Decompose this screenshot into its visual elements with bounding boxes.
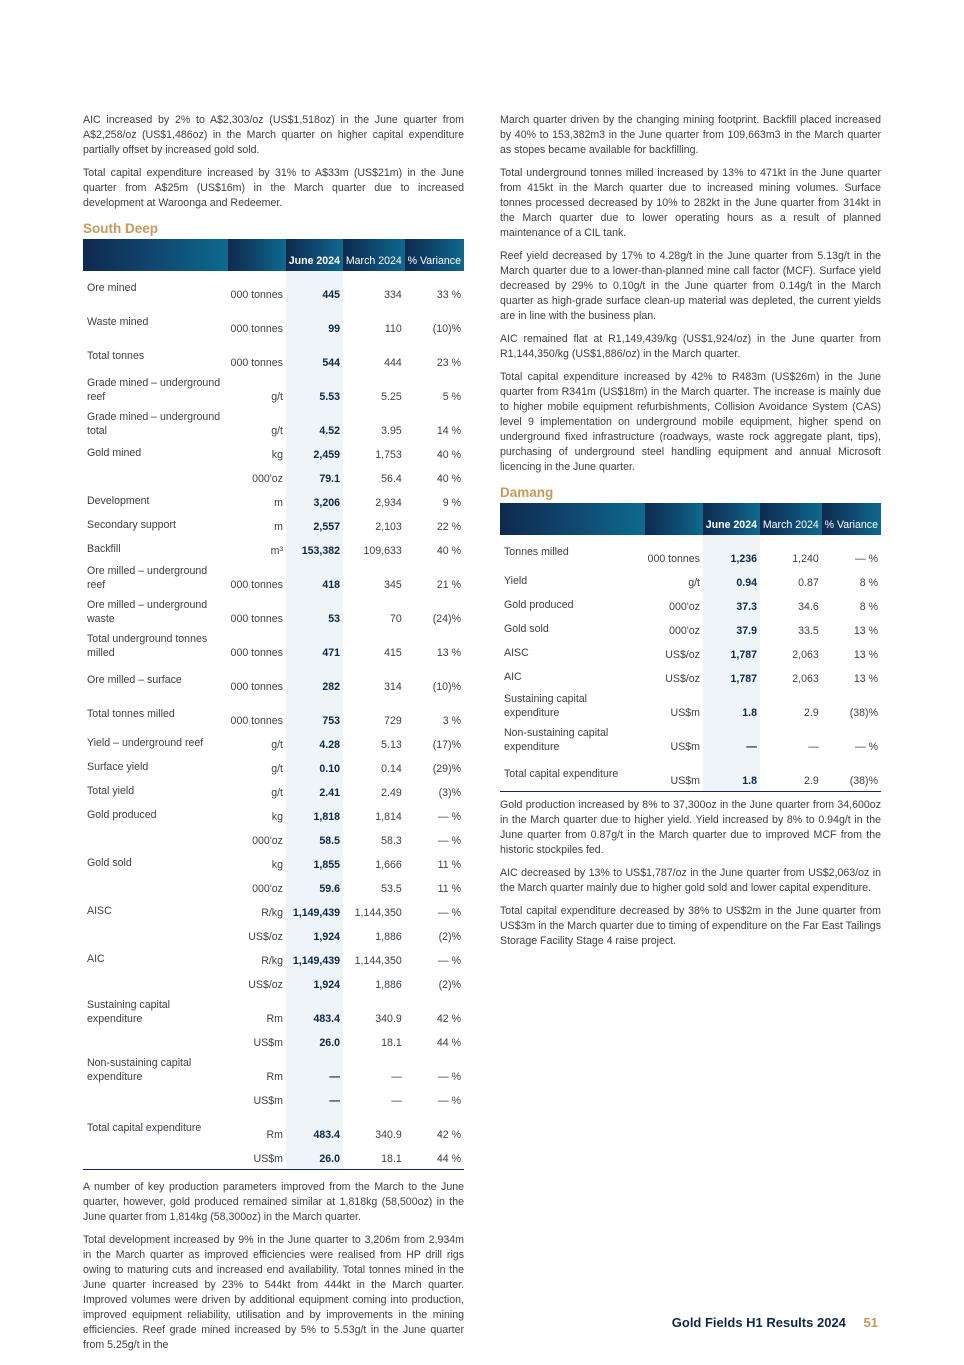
table-cell: kg — [271, 859, 283, 871]
table-cell: g/t — [271, 391, 283, 403]
table-row — [83, 489, 464, 513]
paragraph: AIC remained flat at R1,149,439/kg (US$1,924/oz) in the June quarter from R1,144,350/kg (US$1,886/oz) in the March quarter. — [500, 333, 881, 360]
table-cell: US$m — [253, 1095, 283, 1107]
table-cell: 000 tonnes — [230, 715, 283, 727]
table-cell: Grade mined – underground reef — [87, 377, 221, 403]
table-cell: 37.9 — [703, 617, 760, 641]
table-cell: 444 — [384, 357, 402, 369]
table-row — [500, 757, 881, 792]
left-outro-text — [83, 1180, 464, 1353]
table-cell — [83, 1087, 228, 1111]
table-row — [83, 731, 464, 755]
table-cell: g/t — [271, 787, 283, 799]
right-outro-text — [500, 798, 881, 949]
table-cell: 000 tonnes — [230, 579, 283, 591]
table-cell: US$m — [670, 741, 700, 753]
column-header: March 2024 — [343, 239, 405, 271]
table-cell: kg — [271, 449, 283, 461]
table-cell: (38)% — [849, 707, 878, 719]
table-row — [83, 803, 464, 827]
table-cell: m — [274, 521, 283, 533]
table-cell: 99 — [286, 305, 343, 339]
table-cell: 0.87 — [798, 577, 819, 589]
table-row — [83, 971, 464, 995]
table-cell: Total underground tonnes milled — [87, 633, 208, 659]
table-cell: 40 % — [436, 473, 461, 485]
table-row — [83, 1087, 464, 1111]
table-cell: 58.3 — [381, 835, 402, 847]
table-cell — [83, 923, 228, 947]
table-cell: 109,633 — [363, 545, 402, 557]
table-cell: g/t — [688, 577, 700, 589]
table-row — [83, 595, 464, 629]
table-cell: Gold sold — [87, 857, 132, 869]
column-header: % Variance — [405, 239, 464, 271]
table-cell: 33 % — [436, 289, 461, 301]
table-cell: 0.10 — [286, 755, 343, 779]
table-cell: (10)% — [432, 681, 461, 693]
column-header: June 2024 — [703, 503, 760, 535]
table-cell: 59.6 — [286, 875, 343, 899]
table-cell — [83, 465, 228, 489]
damang-heading: Damang — [500, 485, 554, 500]
table-cell: 4.52 — [286, 407, 343, 441]
column-header — [228, 239, 286, 271]
table-cell: 9 % — [442, 497, 461, 509]
table-cell: 153,382 — [286, 537, 343, 561]
table-cell: Ore milled – surface — [87, 674, 182, 686]
table-cell: Backfill — [87, 543, 121, 555]
table-cell: Yield – underground reef — [87, 737, 204, 749]
table-row — [83, 1053, 464, 1087]
paragraph: Total capital expenditure increased by 42% to R483m (US$26m) in the June quarter from R341m (US$18m) in the March quarter. The increase is mainly due to higher mobile equipment refurbishments, Collision Avoidance System (CAS) level 9 implementation on underground mobile equipment, higher spend on underground fixed infrastructure (roadways, waste rock aggregate plant, tips), purchasing of underground steel handling equipment and annual Microsoft licencing in the June quarter. — [500, 371, 881, 473]
table-cell: 2.9 — [760, 757, 822, 792]
table-cell: 1.8 — [703, 689, 760, 723]
table-row — [83, 373, 464, 407]
table-cell: 753 — [286, 697, 343, 731]
paragraph: Total development increased by 9% in the June quarter to 3,206m from 2,934m in the March quarter as improved efficiencies were realised from HP drill rigs owing to maturing cuts and increased end availability. Total tonnes mined in the June quarter increased by 23% to 544kt from 444kt in the March quarter. Improved volumes were driven by additional equipment coming into production, improved equipment reliability, utilisation and by improvements in the mining efficiencies. Reef grade mined increased by 5% to 5.53g/t in the June quarter from 5.25g/t in the — [83, 1234, 464, 1351]
table-cell: Ore milled – underground reef — [87, 565, 208, 591]
table-cell: m — [274, 497, 283, 509]
table-cell: — — [286, 1053, 343, 1087]
table-row — [83, 779, 464, 803]
table-cell: Rm — [266, 1013, 283, 1025]
table-row — [83, 851, 464, 875]
table-cell: 000 tonnes — [230, 289, 283, 301]
table-cell: — — [391, 1071, 402, 1083]
table-row — [83, 305, 464, 339]
table-cell: 13 % — [853, 649, 878, 661]
table-row — [500, 593, 881, 617]
table-cell: US$/oz — [665, 649, 700, 661]
table-row — [83, 755, 464, 779]
table-cell: 1,924 — [286, 971, 343, 995]
table-cell: m³ — [270, 545, 283, 557]
table-cell: — % — [438, 1071, 461, 1083]
table-row — [83, 995, 464, 1029]
table-cell: 471 — [286, 629, 343, 663]
table-cell: Rm — [266, 1071, 283, 1083]
table-cell: AISC — [504, 647, 529, 659]
table-cell: (29)% — [432, 763, 461, 775]
south-deep-table — [83, 239, 464, 1170]
table-row — [83, 465, 464, 489]
table-cell: (38)% — [822, 757, 881, 792]
table-cell: 3.95 — [381, 425, 402, 437]
page-number: 51 — [863, 1315, 878, 1330]
table-cell: 000 tonnes — [230, 681, 283, 693]
table-cell: 1,787 — [703, 665, 760, 689]
paragraph: March quarter driven by the changing mining footprint. Backfill placed increased by 40% to 153,382m3 in the June quarter from 109,663m3 in the March quarter as stopes became available for backfilling. — [500, 114, 881, 156]
table-row — [500, 535, 881, 569]
table-row — [83, 629, 464, 663]
table-cell: Gold produced — [87, 809, 157, 821]
table-cell: 1.8 — [703, 757, 760, 792]
table-cell: 1,855 — [286, 851, 343, 875]
table-cell: Grade mined – underground total — [87, 411, 221, 437]
table-cell: 2,063 — [792, 649, 819, 661]
table-row — [500, 641, 881, 665]
table-cell: — % — [855, 553, 878, 565]
table-cell: US$/oz — [248, 979, 283, 991]
column-header: % Variance — [822, 503, 881, 535]
table-cell: 1,924 — [286, 923, 343, 947]
left-intro-text — [83, 113, 464, 211]
table-cell: 1,886 — [375, 931, 402, 943]
damang-table — [500, 503, 881, 792]
table-cell: 22 % — [436, 521, 461, 533]
table-row — [83, 923, 464, 947]
table-cell: 000 tonnes — [230, 323, 283, 335]
table-row — [83, 537, 464, 561]
paragraph: Total capital expenditure decreased by 38% to US$2m in the June quarter from US$3m in the March quarter due to timing of expenditure on the Far East Tailings Storage Facility Stage 4 raise project. — [500, 905, 881, 947]
table-cell: — % — [438, 811, 461, 823]
table-cell: 2,557 — [286, 513, 343, 537]
table-cell: 18.1 — [381, 1037, 402, 1049]
table-cell — [83, 971, 228, 995]
table-cell: 000 tonnes — [230, 647, 283, 659]
paragraph: Gold production increased by 8% to 37,300oz in the June quarter from 34,600oz in the March quarter due to higher yield. Yield increased by 8% to 0.94g/t in the June quarter from 0.87g/t in the March quarter due to improved MCF from the historic stockpiles fed. — [500, 799, 881, 856]
table-row — [83, 271, 464, 305]
table-row — [83, 663, 464, 697]
table-cell: 2,103 — [375, 521, 402, 533]
table-cell: Gold sold — [504, 623, 549, 635]
table-row — [500, 665, 881, 689]
table-cell: 11 % — [437, 883, 461, 895]
table-cell: 56.4 — [381, 473, 402, 485]
table-cell — [83, 1029, 228, 1053]
table-cell: 5.53 — [286, 373, 343, 407]
table-cell: 14 % — [436, 425, 461, 437]
table-row — [83, 561, 464, 595]
table-cell: 483.4 — [286, 995, 343, 1029]
table-cell: US$/oz — [248, 931, 283, 943]
table-cell: US$m — [670, 707, 700, 719]
table-cell: 58.5 — [286, 827, 343, 851]
table-row — [83, 407, 464, 441]
table-cell: Total capital expenditure — [87, 1122, 202, 1134]
table-cell: 000'oz — [252, 835, 283, 847]
table-cell: US$m — [645, 757, 703, 792]
table-cell: — — [391, 1095, 402, 1107]
right-column — [500, 113, 881, 957]
table-row — [500, 723, 881, 757]
table-cell: Non-sustaining capital expenditure — [87, 1057, 192, 1083]
table-cell: 5.13 — [381, 739, 402, 751]
table-cell: Yield — [504, 575, 528, 587]
table-cell — [83, 827, 228, 851]
table-row — [83, 875, 464, 899]
table-cell: Gold mined — [87, 447, 142, 459]
paragraph: AIC increased by 2% to A$2,303/oz (US$1,518oz) in the June quarter from A$2,258/oz (US$1,486oz) in the March quarter on higher capital expenditure partially offset by increased gold sold. — [83, 114, 464, 156]
table-cell: Surface yield — [87, 761, 149, 773]
table-cell: — — [286, 1087, 343, 1111]
table-cell: kg — [271, 811, 283, 823]
table-cell: AIC — [504, 671, 522, 683]
table-cell: 5.25 — [381, 391, 402, 403]
table-cell: R/kg — [261, 955, 283, 967]
table-cell: — — [808, 741, 819, 753]
south-deep-heading: South Deep — [83, 221, 159, 236]
table-cell: 79.1 — [286, 465, 343, 489]
right-intro-text — [500, 113, 881, 475]
table-cell: 3 % — [442, 715, 461, 727]
table-cell: 33.5 — [798, 625, 819, 637]
table-cell: Ore milled – underground waste — [87, 599, 208, 625]
table-cell: 110 — [384, 323, 402, 335]
table-row — [83, 339, 464, 373]
table-row — [83, 1145, 464, 1170]
table-cell: Sustaining capital expenditure — [87, 999, 171, 1025]
table-cell: 2.49 — [381, 787, 402, 799]
table-cell: Total capital expenditure — [500, 757, 645, 792]
table-cell: US$m — [228, 1145, 286, 1170]
table-cell: Secondary support — [87, 519, 176, 531]
column-header — [645, 503, 703, 535]
page-footer — [560, 1315, 878, 1330]
table-cell: 334 — [384, 289, 402, 301]
table-cell: 340.9 — [375, 1013, 402, 1025]
table-cell — [83, 875, 228, 899]
table-row — [83, 697, 464, 731]
table-cell: 1,666 — [375, 859, 402, 871]
table-cell: 2,063 — [792, 673, 819, 685]
column-header: March 2024 — [760, 503, 822, 535]
paragraph: Total underground tonnes milled increased by 13% to 471kt in the June quarter from 415kt in the March quarter due to increased mining volumes. Surface tonnes processed decreased by 10% to 282kt in the June quarter from 314kt in the March quarter due to lower operating hours as a result of planned maintenance of a CIL tank. — [500, 167, 881, 239]
table-cell: 729 — [384, 715, 402, 727]
table-cell: 1,753 — [375, 449, 402, 461]
table-cell: — % — [438, 1095, 461, 1107]
column-header — [500, 503, 645, 535]
table-cell: 1,236 — [703, 535, 760, 569]
table-cell: — % — [438, 835, 461, 847]
table-cell: 2,934 — [375, 497, 402, 509]
table-cell: g/t — [271, 763, 283, 775]
table-cell: 415 — [384, 647, 402, 659]
table-cell: Gold produced — [504, 599, 574, 611]
table-cell: 44 % — [436, 1037, 461, 1049]
table-row — [83, 1111, 464, 1145]
table-cell: — % — [855, 741, 878, 753]
table-cell: (24)% — [432, 613, 461, 625]
left-column — [83, 113, 464, 1361]
table-row — [83, 513, 464, 537]
table-row — [500, 569, 881, 593]
table-cell: 1,149,439 — [286, 899, 343, 923]
paragraph: A number of key production parameters improved from the March to the June quarter, however, gold produced remained similar at 1,818kg (58,500oz) in the June quarter from 1,814kg (58,300oz) in the March quarter. — [83, 1181, 464, 1223]
table-cell: 8 % — [859, 601, 878, 613]
table-row — [500, 617, 881, 641]
table-cell: 1,818 — [286, 803, 343, 827]
table-cell: 34.6 — [798, 601, 819, 613]
table-row — [83, 899, 464, 923]
table-cell: 1,149,439 — [286, 947, 343, 971]
table-cell: Total tonnes milled — [87, 708, 175, 720]
table-cell: 23 % — [436, 357, 461, 369]
table-row — [83, 441, 464, 465]
table-cell: 345 — [384, 579, 402, 591]
table-cell: Non-sustaining capital expenditure — [504, 727, 609, 753]
table-cell: 40 % — [436, 545, 461, 557]
table-cell: AIC — [87, 953, 105, 965]
table-cell: 26.0 — [286, 1029, 343, 1053]
table-cell: 53 — [286, 595, 343, 629]
table-cell: (17)% — [432, 739, 461, 751]
table-cell: 2.9 — [804, 707, 819, 719]
table-cell: 1,814 — [375, 811, 402, 823]
table-cell: Total tonnes — [87, 350, 145, 362]
table-cell: 21 % — [436, 579, 461, 591]
table-cell: US$/oz — [665, 673, 700, 685]
table-cell: 0.14 — [381, 763, 402, 775]
table-cell: 3,206 — [286, 489, 343, 513]
table-cell: 000 tonnes — [230, 613, 283, 625]
table-cell: 445 — [286, 271, 343, 305]
table-cell: 44 % — [405, 1145, 464, 1170]
table-cell: 1,144,350 — [354, 955, 402, 967]
table-cell: Ore mined — [87, 282, 137, 294]
report-year: 2024 — [816, 1315, 846, 1330]
table-cell: 26.0 — [286, 1145, 343, 1170]
table-cell: 1,787 — [703, 641, 760, 665]
paragraph: AIC decreased by 13% to US$1,787/oz in the June quarter from US$2,063/oz in the March quarter mainly due to higher gold sold and lower capital expenditure. — [500, 867, 881, 894]
table-cell: 1,240 — [792, 553, 819, 565]
table-cell: 1,144,350 — [354, 907, 402, 919]
table-cell: 13 % — [853, 625, 878, 637]
column-header — [83, 239, 228, 271]
table-cell: 544 — [286, 339, 343, 373]
table-cell: (3)% — [438, 787, 461, 799]
table-cell: 282 — [286, 663, 343, 697]
paragraph: Total capital expenditure increased by 31% to A$33m (US$21m) in the June quarter from A$25m (US$16m) in the March quarter due to increased development at Waroonga and Redeemer. — [83, 167, 464, 209]
table-row — [83, 827, 464, 851]
table-cell: 2,459 — [286, 441, 343, 465]
table-cell: 340.9 — [375, 1129, 402, 1141]
table-cell: 8 % — [859, 577, 878, 589]
table-cell: — % — [438, 907, 461, 919]
table-row — [83, 947, 464, 971]
table-cell: 40 % — [436, 449, 461, 461]
table-cell: 13 % — [853, 673, 878, 685]
table-cell: Tonnes milled — [504, 546, 569, 558]
table-cell: Waste mined — [87, 316, 149, 328]
report-title: Gold Fields H1 Results — [671, 1315, 814, 1330]
table-cell: 000 tonnes — [230, 357, 283, 369]
table-cell: 483.4 — [286, 1111, 343, 1145]
table-cell: 000'oz — [669, 601, 700, 613]
table-cell: 11 % — [437, 859, 461, 871]
table-cell: 314 — [384, 681, 402, 693]
table-cell: 5 % — [442, 391, 461, 403]
table-cell: Sustaining capital expenditure — [504, 693, 588, 719]
table-cell: 70 — [389, 613, 402, 625]
table-cell: R/kg — [261, 907, 283, 919]
table-cell: Rm — [266, 1129, 283, 1141]
table-cell: 418 — [286, 561, 343, 595]
table-cell: — % — [438, 955, 461, 967]
table-cell: 1,886 — [375, 979, 402, 991]
table-cell: 000'oz — [252, 473, 283, 485]
table-cell: US$m — [253, 1037, 283, 1049]
table-cell: 0.94 — [703, 569, 760, 593]
table-cell: g/t — [271, 739, 283, 751]
column-header: June 2024 — [286, 239, 343, 271]
table-cell: Total yield — [87, 785, 135, 797]
paragraph: Reef yield decreased by 17% to 4.28g/t in the June quarter from 5.13g/t in the March quarter due to a lower-than-planned mine call factor (MCF). Surface yield decreased by 29% to 0.10g/t in the June quarter from 0.14g/t in the March quarter as high-grade surface clean-up material was depleted, the current yields are in line with the business plan. — [500, 250, 881, 322]
table-cell: (2)% — [438, 979, 461, 991]
table-cell: 000 tonnes — [647, 553, 700, 565]
table-row — [83, 1029, 464, 1053]
table-row — [500, 689, 881, 723]
table-cell: (10)% — [432, 323, 461, 335]
table-cell: 000'oz — [252, 883, 283, 895]
table-cell: 53.5 — [381, 883, 402, 895]
table-cell: g/t — [271, 425, 283, 437]
table-cell: 42 % — [436, 1013, 461, 1025]
table-cell: — — [703, 723, 760, 757]
table-cell: 2.41 — [286, 779, 343, 803]
table-cell: 37.3 — [703, 593, 760, 617]
table-cell: 42 % — [436, 1129, 461, 1141]
table-cell: AISC — [87, 905, 112, 917]
table-cell: (2)% — [438, 931, 461, 943]
table-cell — [83, 1145, 228, 1170]
table-cell: 13 % — [436, 647, 461, 659]
table-cell: 18.1 — [343, 1145, 405, 1170]
table-cell: Development — [87, 495, 150, 507]
table-cell: 000'oz — [669, 625, 700, 637]
table-cell: 4.28 — [286, 731, 343, 755]
